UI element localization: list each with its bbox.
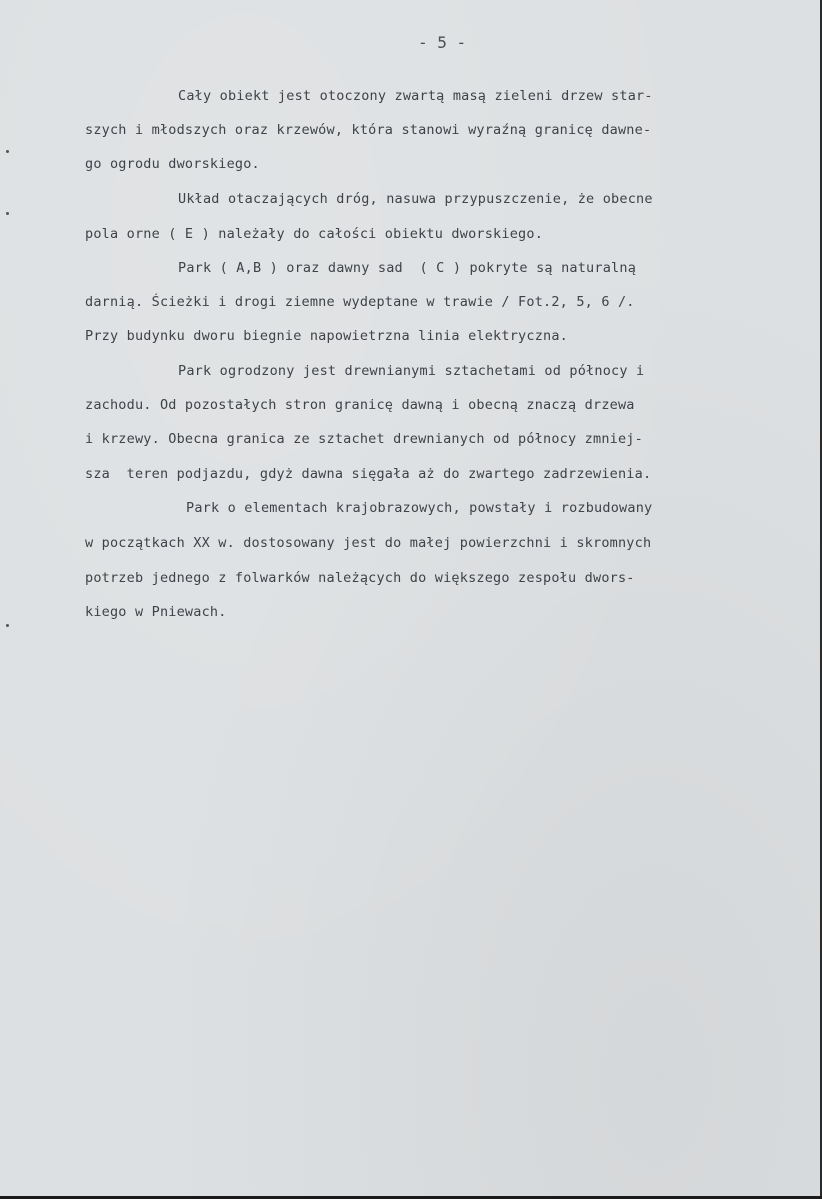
text-line: w początkach XX w. dostosowany jest do małej powierzchni i skromnych [85,535,652,551]
text-line: i krzewy. Obecna granica ze sztachet drewnianych od północy zmniej- [85,431,643,447]
text-line: zachodu. Od pozostałych stron granicę dawną i obecną znaczą drzewa [85,397,635,413]
text-line: darnią. Ścieżki i drogi ziemne wydeptane w trawie / Fot.2, 5, 6 /. [85,294,635,310]
text-line: Układ otaczających dróg, nasuwa przypuszczenie, że obecne [178,191,653,207]
text-line: pola orne ( E ) należały do całości obiektu dworskiego. [85,226,544,242]
text-line: szych i młodszych oraz krzewów, która stanowi wyraźną granicę dawne- [85,122,652,138]
text-line: go ogrodu dworskiego. [85,156,260,172]
text-line: potrzeb jednego z folwarków należących do większego zespołu dwors- [85,570,635,586]
scan-speck [6,212,9,215]
text-line: Cały obiekt jest otoczony zwartą masą zieleni drzew star- [178,88,653,104]
text-line: Park ( A,B ) oraz dawny sad ( C ) pokryte są naturalną [178,260,637,276]
scan-speck [6,624,9,627]
text-line: Przy budynku dworu biegnie napowietrzna linia elektryczna. [85,328,569,344]
text-line: Park ogrodzony jest drewnianymi sztachetami od północy i [178,363,645,379]
text-line: sza teren podjazdu, gdyż dawna sięgała aż do zwartego zadrzewienia. [85,466,652,482]
text-line: Park o elementach krajobrazowych, powstały i rozbudowany [186,500,653,516]
scan-speck [6,150,9,153]
page-number: - 5 - [418,33,467,52]
text-line: kiego w Pniewach. [85,604,227,620]
